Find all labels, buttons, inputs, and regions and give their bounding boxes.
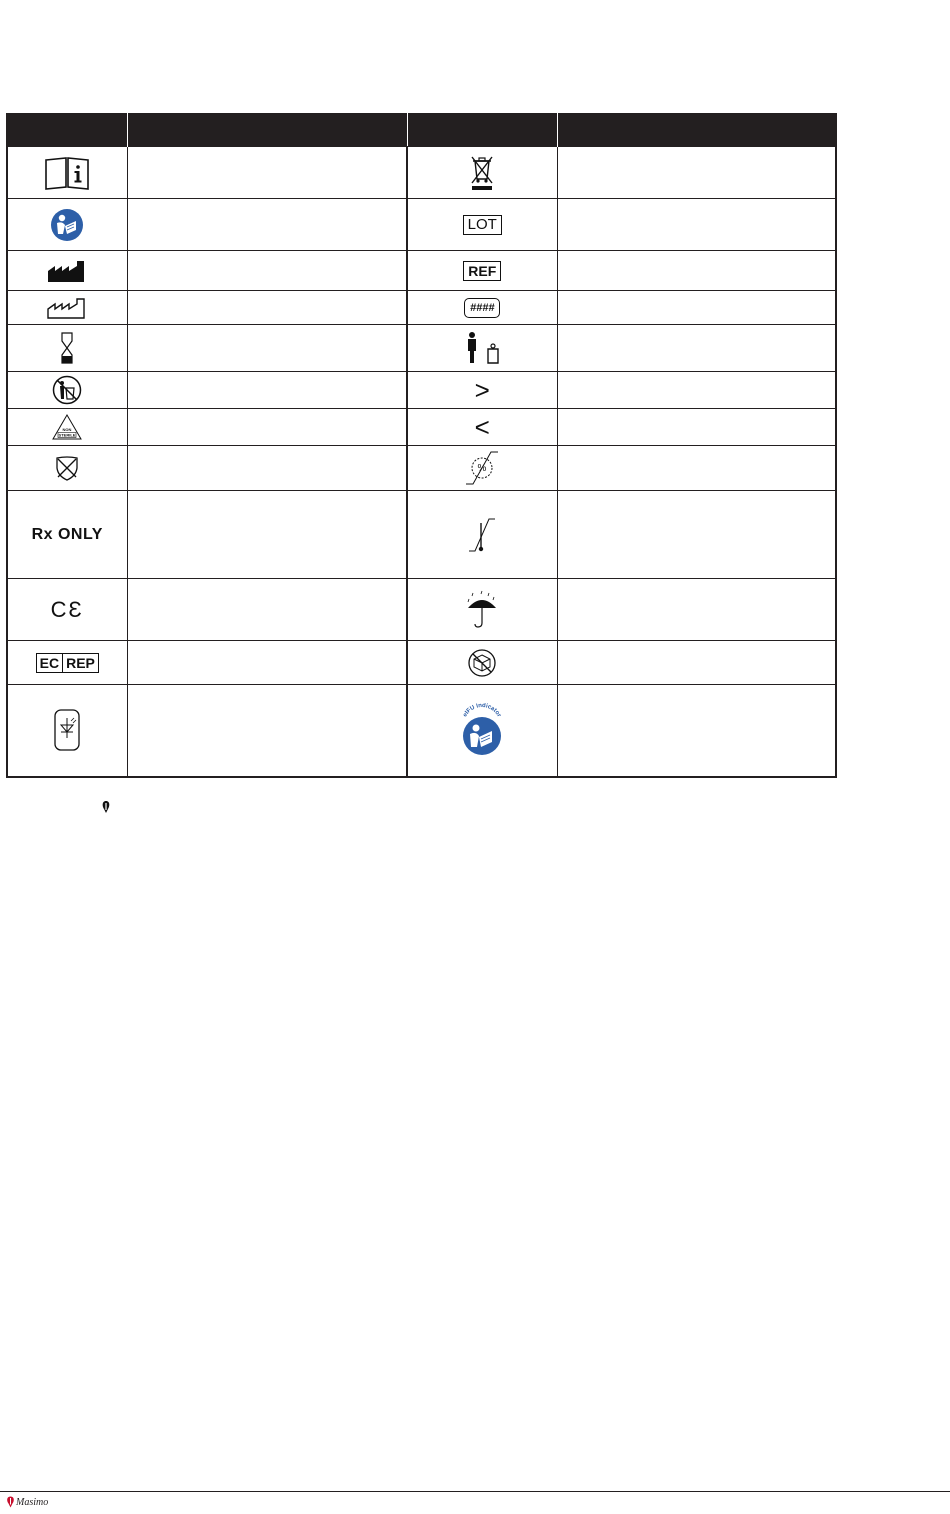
header-symbol-1: [7, 113, 127, 147]
symbol-cell: [7, 372, 127, 409]
ec-rep-right: REP: [62, 654, 98, 672]
table-row: [7, 325, 836, 372]
footer-divider: [0, 1491, 950, 1492]
description-cell: [557, 491, 836, 579]
description-cell: [557, 199, 836, 251]
symbol-cell: [407, 685, 557, 777]
keep-dry-icon: [465, 590, 499, 630]
symbol-cell: [7, 491, 127, 579]
table-row: [7, 291, 836, 325]
consult-instructions-icon: [44, 156, 90, 190]
description-cell: [127, 199, 407, 251]
do-not-discard-icon: [52, 375, 82, 405]
description-cell: [127, 147, 407, 199]
temperature-limitation-icon: [467, 515, 497, 555]
description-cell: [557, 685, 836, 777]
humidity-limitation-icon: [463, 449, 501, 487]
non-sterile-line-1: NON: [62, 427, 72, 432]
symbol-cell: [7, 409, 127, 446]
masimo-logo-icon: [6, 1496, 15, 1508]
header-symbol-2: [407, 113, 557, 147]
non-sterile-line-2: STERILE: [58, 432, 76, 438]
ec-rep-icon: [36, 653, 99, 673]
table-row: [7, 641, 836, 685]
symbol-cell: [407, 372, 557, 409]
light-emitting-diode-icon: [53, 708, 81, 752]
symbol-cell: [407, 579, 557, 641]
description-cell: [557, 579, 836, 641]
latex-free-icon: [54, 455, 80, 481]
description-cell: [127, 446, 407, 491]
symbol-cell: [7, 446, 127, 491]
footer-logo: [6, 1496, 48, 1508]
description-cell: [557, 325, 836, 372]
non-sterile-icon: [52, 414, 82, 440]
description-cell: [557, 291, 836, 325]
symbol-cell: [7, 325, 127, 372]
description-cell: [557, 641, 836, 685]
symbol-cell: [7, 251, 127, 291]
description-cell: [127, 251, 407, 291]
symbol-cell: [7, 579, 127, 641]
symbol-cell: [407, 641, 557, 685]
table-header-row: [7, 113, 836, 147]
svg-text:eIFU Indicator: [463, 703, 503, 719]
description-cell: [127, 641, 407, 685]
description-cell: [127, 491, 407, 579]
symbol-cell: [407, 199, 557, 251]
description-cell: [557, 409, 836, 446]
header-description-1: [127, 113, 407, 147]
date-of-manufacture-icon: [47, 297, 87, 319]
rx-only-icon: Rx ONLY: [31, 525, 103, 543]
lot-code-icon: LOT: [463, 215, 502, 235]
table-row: [7, 251, 836, 291]
description-cell: [127, 291, 407, 325]
symbol-cell: [407, 409, 557, 446]
description-cell: [127, 409, 407, 446]
header-description-2: [557, 113, 836, 147]
manufacturer-icon: [47, 259, 87, 283]
use-by-date-icon: [59, 331, 75, 365]
patient-weight-icon: [462, 331, 502, 365]
description-cell: [557, 147, 836, 199]
ce-mark-icon: CƐ: [50, 596, 84, 622]
description-cell: [127, 685, 407, 777]
description-cell: [557, 446, 836, 491]
description-cell: [557, 251, 836, 291]
description-cell: [127, 372, 407, 409]
efu-indicator-icon: [457, 703, 507, 757]
follow-instructions-icon: [50, 208, 84, 242]
symbol-cell: [407, 251, 557, 291]
quantity-icon: ####: [464, 298, 500, 318]
symbol-cell: [7, 291, 127, 325]
do-not-use-if-damaged-icon: [467, 648, 497, 678]
description-cell: [127, 325, 407, 372]
symbol-cell: [407, 291, 557, 325]
weee-disposal-icon: [469, 155, 495, 191]
symbol-cell: [7, 199, 127, 251]
symbol-cell: [7, 685, 127, 777]
table-row: [7, 491, 836, 579]
table-row: [7, 446, 836, 491]
table-row: [7, 579, 836, 641]
efu-indicator-label: eIFU Indicator: [462, 703, 502, 719]
table-row: [7, 147, 836, 199]
symbol-cell: [407, 325, 557, 372]
description-cell: [127, 579, 407, 641]
masimo-mark-icon: [101, 800, 111, 814]
humidity-percent: %: [477, 463, 487, 474]
table-row: [7, 199, 836, 251]
table-row: [7, 372, 836, 409]
catalogue-number-icon: REF: [463, 261, 501, 281]
description-cell: [557, 372, 836, 409]
symbol-cell: [407, 147, 557, 199]
symbol-cell: [7, 641, 127, 685]
brand-name: Masimo: [16, 1496, 49, 1508]
table-row: [7, 409, 836, 446]
symbols-table: [6, 113, 837, 778]
less-than-icon: <: [474, 412, 490, 442]
symbol-cell: [407, 446, 557, 491]
ec-rep-left: EC: [39, 654, 60, 671]
symbol-cell: [407, 491, 557, 579]
table-row: [7, 685, 836, 777]
symbol-cell: [7, 147, 127, 199]
greater-than-icon: >: [474, 375, 490, 405]
